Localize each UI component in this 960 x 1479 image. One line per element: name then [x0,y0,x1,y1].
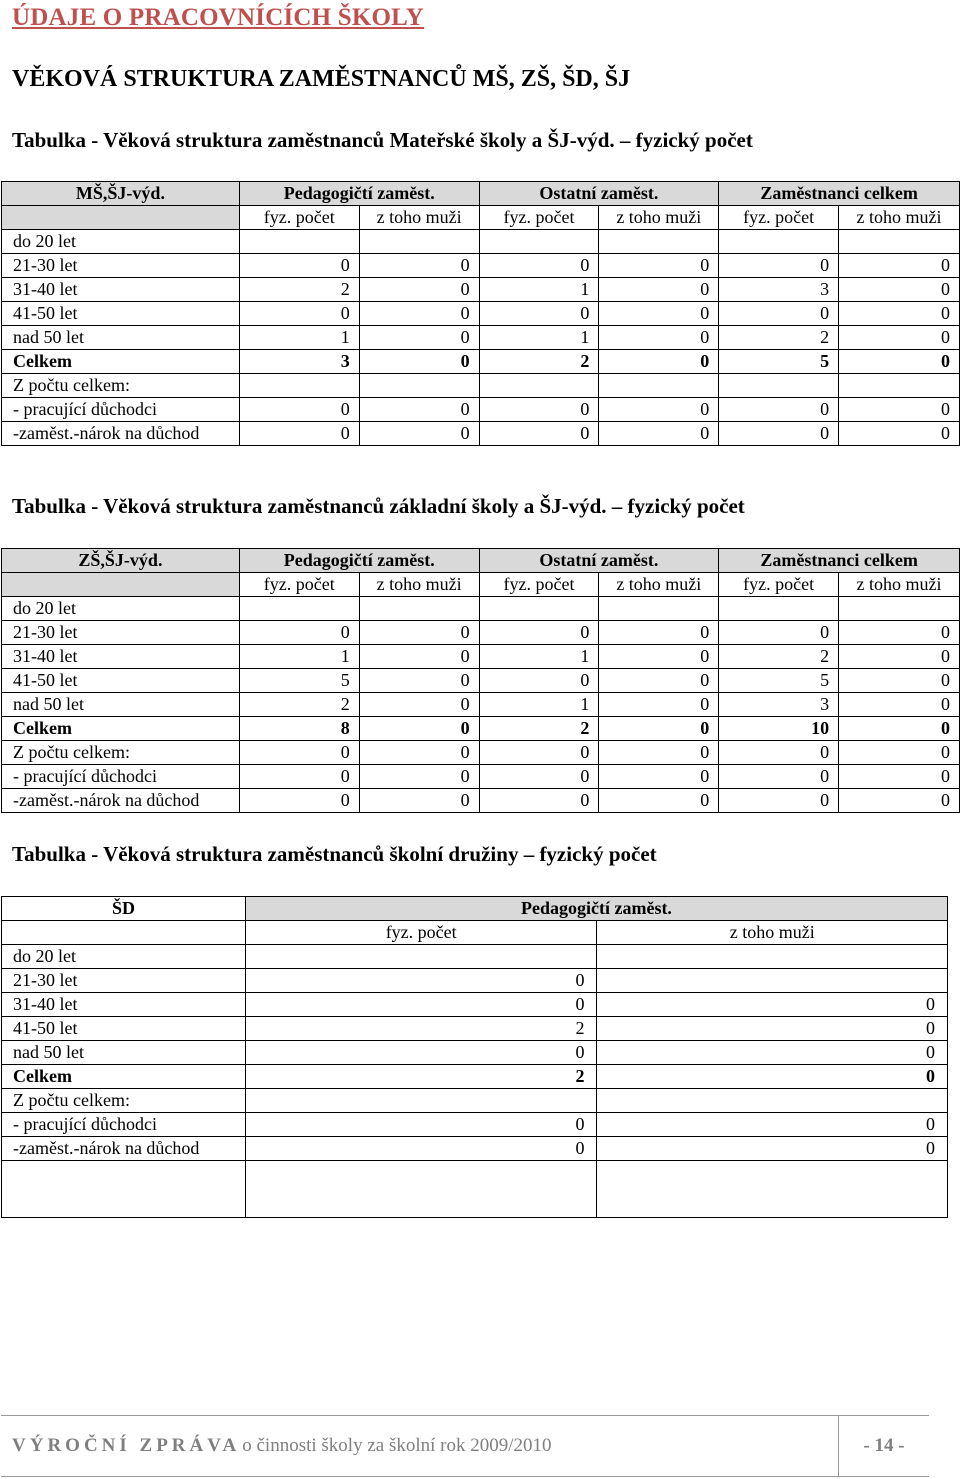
row-label: 31-40 let [2,278,240,302]
table-zs-caption: Tabulka - Věková struktura zaměstnanců základní školy a ŠJ-výd. – fyzický počet [12,494,745,518]
table-cell: 1 [239,645,359,669]
subheader-cell: fyz. počet [719,206,839,230]
table-subheader-row [2,573,960,597]
table-cell: 0 [839,278,960,302]
table-cell: 0 [359,398,479,422]
table-cell: 2 [719,326,839,350]
row-label: do 20 let [2,945,246,969]
table-cell: 0 [839,645,960,669]
table-cell: 5 [719,669,839,693]
table-cell: 0 [359,621,479,645]
table-cell: 10 [719,717,839,741]
table-cell: 0 [239,398,359,422]
table-row [2,993,948,1017]
table-cell: 0 [599,350,719,374]
row-label: nad 50 let [2,326,240,350]
subheader-cell: z toho muži [359,573,479,597]
group-header: Pedagogičtí zaměst. [245,897,947,921]
row-label: Celkem [2,350,240,374]
table-cell: 0 [597,1017,948,1041]
table-cell [599,374,719,398]
table-row [2,969,948,993]
table-cell: 0 [597,1113,948,1137]
table-cell: 1 [479,326,599,350]
table-cell: 0 [239,741,359,765]
group-header: Ostatní zaměst. [479,182,719,206]
table-row [2,765,960,789]
row-label: -zaměst.-nárok na důchod [2,1137,246,1161]
table-cell: 0 [239,422,359,446]
table-row [2,645,960,669]
table-row [2,945,948,969]
table-cell: 1 [239,326,359,350]
row-label: 31-40 let [2,993,246,1017]
table-cell: 0 [839,326,960,350]
table-cell [839,597,960,621]
row-label: -zaměst.-nárok na důchod [2,789,240,813]
table-cell: 0 [839,789,960,813]
row-label: Celkem [2,1065,246,1089]
footer-report-subtitle: o činnosti školy za školní rok 2009/2010 [242,1435,552,1456]
table-row [2,1089,948,1113]
row-label: 21-30 let [2,621,240,645]
table-cell: 0 [359,326,479,350]
table-header-row [2,182,960,206]
subheader-cell: fyz. počet [719,573,839,597]
table-cell [599,230,719,254]
group-header: Zaměstnanci celkem [719,549,960,573]
table-cell: 0 [597,1041,948,1065]
subheader-cell: fyz. počet [479,206,599,230]
group-header: Ostatní zaměst. [479,549,719,573]
table-cell: 0 [839,717,960,741]
table-cell: 0 [839,741,960,765]
table-cell: 0 [479,422,599,446]
table-cell: 2 [239,693,359,717]
table-cell: 0 [599,621,719,645]
page-number: - 14 - [863,1435,905,1456]
table-cell: 0 [479,302,599,326]
row-label: nad 50 let [2,1041,246,1065]
table-row [2,230,960,254]
table-ms [1,181,960,446]
table-row [2,278,960,302]
table-cell: 0 [245,1041,597,1065]
table-cell: 0 [719,422,839,446]
page-footer [1,1415,929,1477]
subheader-cell: fyz. počet [239,206,359,230]
table-cell: 2 [719,645,839,669]
row-label: -zaměst.-nárok na důchod [2,422,240,446]
table-cell: 1 [479,645,599,669]
row-label: Z počtu celkem: [2,741,240,765]
table-cell: 0 [359,741,479,765]
table-cell: 0 [359,302,479,326]
table-cell: 0 [479,789,599,813]
table-subheader-row [2,206,960,230]
table-cell: 0 [599,278,719,302]
table-row [2,693,960,717]
group-header: Pedagogičtí zaměst. [239,182,479,206]
table-cell: 0 [479,669,599,693]
table-header-row [2,897,948,921]
table-cell [245,945,597,969]
table-row [2,1017,948,1041]
table-cell: 2 [479,350,599,374]
row-label: - pracující důchodci [2,398,240,422]
table-cell [359,374,479,398]
table-cell: 0 [839,254,960,278]
subheader-cell: fyz. počet [239,573,359,597]
table-sd-caption: Tabulka - Věková struktura zaměstnanců školní družiny – fyzický počet [12,842,657,866]
table-cell: 5 [719,350,839,374]
table-cell: 0 [839,422,960,446]
table-cell: 3 [239,350,359,374]
table-cell: 2 [245,1065,597,1089]
table-cell: 0 [719,621,839,645]
table-ms-caption: Tabulka - Věková struktura zaměstnanců Mateřské školy a ŠJ-výd. – fyzický počet [12,128,753,152]
table-zs [1,548,960,813]
row-label: do 20 let [2,597,240,621]
table-cell: 0 [597,1065,948,1089]
table-cell: 0 [479,741,599,765]
table-cell: 0 [839,693,960,717]
row-label: - pracující důchodci [2,1113,246,1137]
corner-cell-empty [2,573,240,597]
table-cell: 0 [839,669,960,693]
table-cell: 3 [719,693,839,717]
table-cell: 0 [245,1137,597,1161]
table-cell [599,597,719,621]
subheader-cell: z toho muži [839,573,960,597]
table-cell: 0 [839,765,960,789]
subheader-cell: z toho muži [359,206,479,230]
table-cell [839,230,960,254]
table-cell: 0 [599,645,719,669]
table-cell: 0 [599,302,719,326]
group-header: Pedagogičtí zaměst. [239,549,479,573]
table-cell: 0 [839,621,960,645]
section-title: VĚKOVÁ STRUKTURA ZAMĚSTNANCŮ MŠ, ZŠ, ŠD, ŠJ [12,66,631,92]
table-cell: 2 [479,717,599,741]
table-cell: 0 [599,717,719,741]
subheader-cell: z toho muži [597,921,948,945]
table-row [2,669,960,693]
table-cell: 0 [839,350,960,374]
table-row [2,374,960,398]
table-cell: 0 [239,254,359,278]
table-cell: 0 [239,765,359,789]
table-cell: 0 [599,422,719,446]
table-cell: 0 [359,789,479,813]
table-cell: 0 [359,693,479,717]
table-cell [359,230,479,254]
page-title: ÚDAJE O PRACOVNÍCÍCH ŠKOLY [12,4,424,31]
table-cell [597,969,948,993]
row-label: 21-30 let [2,969,246,993]
table-cell: 1 [479,278,599,302]
table-cell: 0 [359,645,479,669]
table-cell: 0 [719,741,839,765]
subheader-cell: z toho muži [839,206,960,230]
row-label: 41-50 let [2,669,240,693]
table-cell: 0 [245,1113,597,1137]
table-cell [597,945,948,969]
table-row [2,717,960,741]
table-cell: 0 [719,765,839,789]
corner-cell-empty [2,206,240,230]
table-row [2,326,960,350]
row-label: Z počtu celkem: [2,374,240,398]
table-cell: 0 [479,621,599,645]
table-cell [479,374,599,398]
row-label: 41-50 let [2,302,240,326]
footer-report-name: VÝROČNÍ ZPRÁVA [12,1435,241,1456]
table-cell: 2 [239,278,359,302]
table-cell: 0 [359,422,479,446]
table-cell: 8 [239,717,359,741]
table-cell [245,1089,597,1113]
table-cell: 0 [359,717,479,741]
table-cell: 0 [719,302,839,326]
table-filler-row [2,1161,948,1218]
table-cell [719,374,839,398]
row-label: do 20 let [2,230,240,254]
table-cell: 0 [719,398,839,422]
corner-cell: MŠ,ŠJ-výd. [2,182,240,206]
subheader-cell: z toho muži [599,573,719,597]
table-cell: 0 [239,302,359,326]
table-row [2,1041,948,1065]
table-cell [239,374,359,398]
table-cell: 0 [479,765,599,789]
table-cell [719,597,839,621]
table-cell: 0 [719,789,839,813]
row-label: - pracující důchodci [2,765,240,789]
subheader-cell: fyz. počet [479,573,599,597]
table-cell: 5 [239,669,359,693]
table-cell: 0 [599,765,719,789]
table-cell: 0 [245,969,597,993]
table-cell: 0 [599,789,719,813]
table-cell: 0 [599,254,719,278]
table-cell: 0 [599,693,719,717]
table-cell [719,230,839,254]
table-header-row [2,549,960,573]
table-cell: 0 [479,254,599,278]
table-row [2,1113,948,1137]
table-cell: 0 [599,398,719,422]
table-cell [597,1089,948,1113]
table-cell: 0 [597,1137,948,1161]
group-header: Zaměstnanci celkem [719,182,960,206]
table-row [2,422,960,446]
table-cell: 0 [359,350,479,374]
table-cell: 0 [359,278,479,302]
row-label: 21-30 let [2,254,240,278]
table-cell: 0 [839,302,960,326]
table-cell: 2 [245,1017,597,1041]
corner-cell-empty [2,921,246,945]
table-cell [839,374,960,398]
table-row [2,741,960,765]
subheader-cell: z toho muži [599,206,719,230]
subheader-cell: fyz. počet [245,921,597,945]
table-cell [239,230,359,254]
table-cell [239,597,359,621]
table-cell: 0 [359,254,479,278]
corner-cell: ZŠ,ŠJ-výd. [2,549,240,573]
table-cell: 0 [599,326,719,350]
table-cell: 0 [359,765,479,789]
row-label: nad 50 let [2,693,240,717]
table-row [2,789,960,813]
table-cell: 0 [239,789,359,813]
table-row [2,254,960,278]
row-label: 31-40 let [2,645,240,669]
table-cell: 1 [479,693,599,717]
row-label: Z počtu celkem: [2,1089,246,1113]
table-cell: 0 [719,254,839,278]
table-row [2,398,960,422]
row-label: 41-50 let [2,1017,246,1041]
table-row [2,1065,948,1089]
table-row [2,597,960,621]
table-cell [479,230,599,254]
row-label: Celkem [2,717,240,741]
table-cell: 0 [239,621,359,645]
table-row [2,621,960,645]
table-subheader-row [2,921,948,945]
table-cell: 0 [599,669,719,693]
table-sd [1,896,948,1218]
table-row [2,1137,948,1161]
table-row [2,302,960,326]
table-row [2,350,960,374]
table-cell: 0 [839,398,960,422]
table-cell: 0 [479,398,599,422]
table-cell [479,597,599,621]
table-cell: 3 [719,278,839,302]
corner-cell: ŠD [2,897,246,921]
table-cell [359,597,479,621]
table-cell: 0 [359,669,479,693]
table-cell: 0 [245,993,597,1017]
footer-title [1,1416,839,1476]
table-cell: 0 [597,993,948,1017]
table-cell: 0 [599,741,719,765]
